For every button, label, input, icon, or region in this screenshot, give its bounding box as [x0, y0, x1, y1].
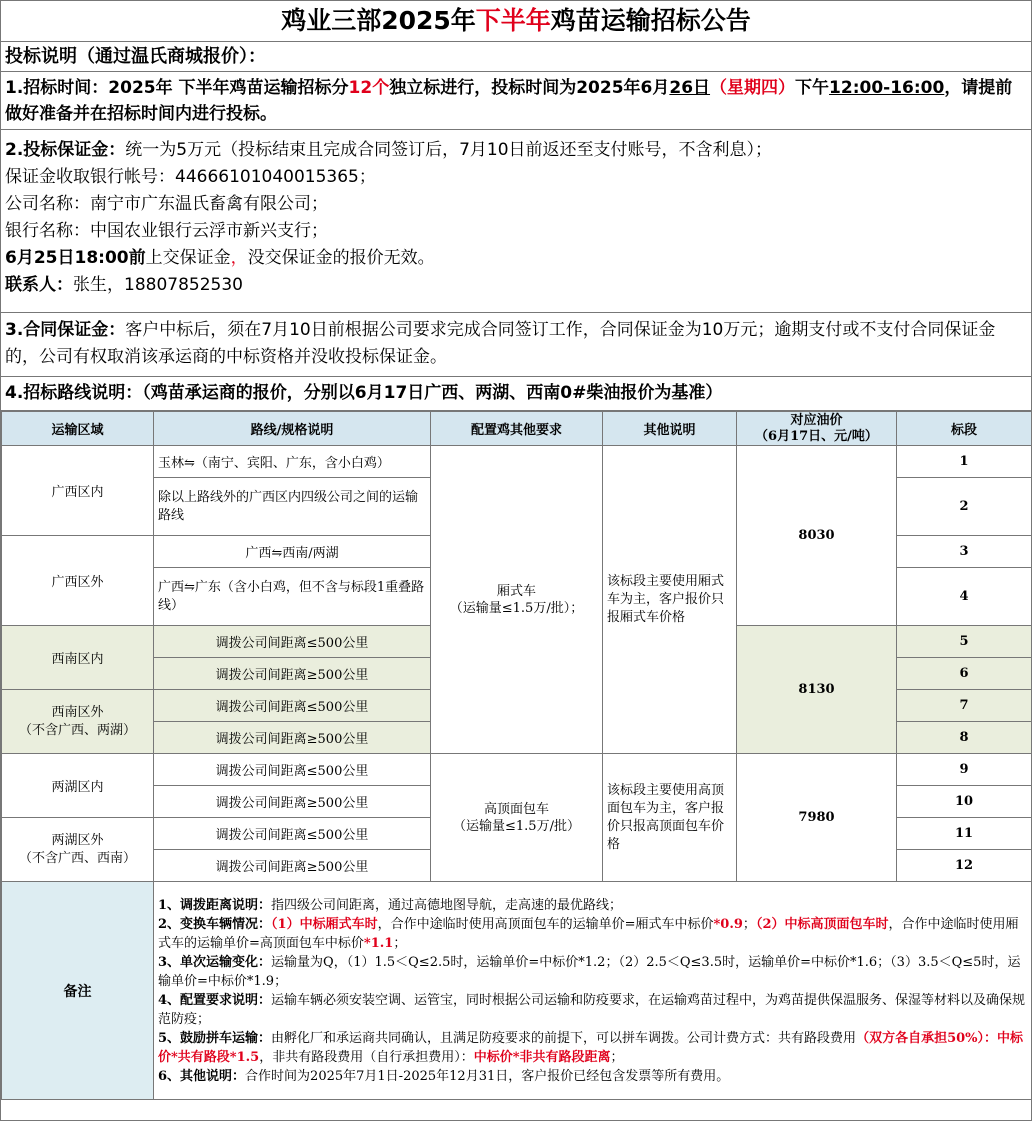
- table-header-row: [2, 412, 1032, 446]
- remark-6-text: 合作时间为2025年7月1日-2025年12月31日，客户报价已经包含发票等所有费用。: [245, 1068, 730, 1084]
- remark-1-label: 1、调拨距离说明：: [158, 897, 272, 913]
- oil-price-cell: 7980: [737, 754, 897, 882]
- stage-cell: 1: [897, 446, 1032, 478]
- config-capacity: （运输量≤1.5万/批）；: [449, 600, 584, 616]
- route-cell: 调拨公司间距离≥500公里: [154, 786, 431, 818]
- remark-2-factor-2: *1.1: [363, 935, 394, 951]
- bid-time-text-3: 下午: [795, 78, 830, 98]
- remark-3-label: 3、单次运输变化：: [158, 954, 272, 970]
- stage-cell: 6: [897, 658, 1032, 690]
- remark-2-factor-1: *0.9: [713, 916, 743, 932]
- route-cell: 调拨公司间距离≤500公里: [154, 754, 431, 786]
- remark-1-text: 指四级公司间距离，通过高德地图导航，走高速的最优路线；: [271, 897, 623, 913]
- stage-cell: 3: [897, 536, 1032, 568]
- route-cell: 调拨公司间距离≤500公里: [154, 626, 431, 658]
- route-cell: 广西⇋广东（含小白鸡，但不含与标段1重叠路线）: [154, 568, 431, 626]
- stage-cell: 9: [897, 754, 1032, 786]
- remark-5: [158, 1029, 1027, 1067]
- remark-5-end: ；: [610, 1049, 624, 1065]
- header-region: 运输区域: [2, 412, 154, 446]
- deposit-line-1: [5, 137, 1027, 164]
- remark-6-label: 6、其他说明：: [158, 1068, 246, 1084]
- remark-5-text-1: 由孵化厂和承运商共同确认，且满足防疫要求的前提下，可以拼车调拨。公司计费方式：共有路段费用: [271, 1030, 857, 1046]
- remark-3: [158, 953, 1027, 991]
- section-bid-deposit: [1, 130, 1031, 313]
- page-title: [1, 1, 1031, 42]
- config-capacity: （运输量≤1.5万/批）: [453, 818, 580, 834]
- remark-2-text-1: ，合作中途临时使用高顶面包车的运输单价=厢式车中标价: [377, 916, 714, 932]
- remarks-content: [154, 882, 1032, 1100]
- header-oil-line-1: 对应油价: [790, 412, 843, 428]
- stage-cell: 4: [897, 568, 1032, 626]
- title-prefix: 鸡业三部2025年: [281, 6, 476, 35]
- stage-cell: 5: [897, 626, 1032, 658]
- stage-cell: 8: [897, 722, 1032, 754]
- stage-cell: 2: [897, 478, 1032, 536]
- bid-time-range: 12:00-16:00: [829, 78, 945, 98]
- contract-deposit-label: 3.合同保证金：: [5, 320, 126, 340]
- title-suffix: 鸡苗运输招标公告: [550, 6, 751, 35]
- bid-count: 12个: [348, 78, 390, 98]
- route-cell: 调拨公司间距离≤500公里: [154, 818, 431, 850]
- config-cell: [431, 754, 603, 882]
- region-cell: [2, 690, 154, 754]
- region-cell: 广西区外: [2, 536, 154, 626]
- section-contract-deposit: [1, 313, 1031, 377]
- section-bid-time: [1, 72, 1031, 130]
- bid-time-text: 1.招标时间：2025年 下半年鸡苗运输招标分: [5, 78, 349, 98]
- route-cell: 玉林⇋（南宁、宾阳、广东，含小白鸡）: [154, 446, 431, 478]
- region-cell: [2, 818, 154, 882]
- deposit-amount: 统一为5万元（投标结束且完成合同签订后，7月10日前返还至支付账号，不含利息）；: [125, 140, 773, 160]
- remark-4-label: 4、配置要求说明：: [158, 992, 272, 1008]
- contact-label: 联系人：: [5, 275, 73, 295]
- bidding-intro: 投标说明（通过温氏商城报价）：: [1, 42, 1031, 72]
- region-note: （不含广西、西南）: [18, 850, 136, 866]
- remark-2-highlight-2: （2）中标高顶面包车时: [755, 916, 889, 932]
- region-name: 两湖区外: [51, 832, 104, 848]
- deposit-label: 2.投标保证金：: [5, 140, 126, 160]
- remark-5-highlight-2: 中标价*非共有路段距离: [473, 1049, 611, 1065]
- region-note: （不含广西、两湖）: [18, 722, 136, 738]
- header-other: 其他说明: [603, 412, 737, 446]
- deposit-line-4: 银行名称：中国农业银行云浮市新兴支行；: [5, 221, 328, 241]
- header-stage: 标段: [897, 412, 1032, 446]
- header-oil: [737, 412, 897, 446]
- deposit-line-2: 保证金收取银行帐号：44666101040015365；: [5, 167, 376, 187]
- remark-5-text-2: ，非共有路段费用（自行承担费用）：: [259, 1049, 474, 1065]
- route-table: [1, 411, 1032, 1100]
- remark-4-text: 运输车辆必须安装空调、运管宝，同时根据公司运输和防疫要求，在运输鸡苗过程中，为鸡苗提供保温服务、保湿等材料以及确保规范防疫；: [158, 992, 1026, 1027]
- remark-5-label: 5、鼓励拼车运输：: [158, 1030, 272, 1046]
- config-vehicle: 厢式车: [496, 583, 536, 599]
- stage-cell: 11: [897, 818, 1032, 850]
- other-cell: 该标段主要使用厢式车为主，客户报价只报厢式车价格: [603, 446, 737, 754]
- remark-5-highlight-1: （双方各自承担50%）：中标价*共有路段*1.5: [158, 1030, 1024, 1065]
- route-cell: 调拨公司间距离≤500公里: [154, 690, 431, 722]
- route-cell: 广西⇋西南/两湖: [154, 536, 431, 568]
- stage-cell: 10: [897, 786, 1032, 818]
- title-highlight: 下半年: [475, 6, 551, 35]
- header-oil-line-2: （6月17日、元/吨）: [755, 428, 878, 444]
- remark-2: [158, 915, 1027, 953]
- remark-4: [158, 991, 1027, 1029]
- remark-6: [158, 1067, 1027, 1086]
- remark-2-highlight-1: （1）中标厢式车时: [271, 916, 378, 932]
- remarks-row: [2, 882, 1032, 1100]
- remark-2-label: 2、变换车辆情况：: [158, 916, 272, 932]
- remark-2-text-2: ，合作中途临时使用厢式车的运输单价=高顶面包车中标价: [158, 916, 1019, 951]
- region-name: 西南区外: [51, 704, 104, 720]
- remarks-label: 备注: [2, 882, 154, 1100]
- deposit-comma: ，: [230, 248, 248, 268]
- deposit-deadline-text: 上交保证金: [145, 248, 231, 268]
- deposit-line-3: 公司名称：南宁市广东温氏畜禽有限公司；: [5, 194, 328, 214]
- bid-day: 26日: [669, 78, 711, 98]
- bid-time-text-2: 独立标进行，投标时间为2025年6月: [389, 78, 670, 98]
- contact-value: 张生，18807852530: [73, 275, 243, 295]
- header-route: 路线/规格说明: [154, 412, 431, 446]
- contract-deposit-text: 客户中标后，须在7月10日前根据公司要求完成合同签订工作，合同保证金为10万元；逾期支付或不支付合同保证金的，公司有权取消该承运商的中标资格并没收投标保证金。: [5, 320, 996, 367]
- table-row: [2, 754, 1032, 786]
- oil-price-cell: 8130: [737, 626, 897, 754]
- config-cell: [431, 446, 603, 754]
- region-cell: 两湖区内: [2, 754, 154, 818]
- deposit-deadline-text-2: 没交保证金的报价无效。: [247, 248, 435, 268]
- header-config: 配置鸡其他要求: [431, 412, 603, 446]
- bid-time-text-4: ，请提前做好准备并在招标时间内进行投标。: [5, 78, 1013, 124]
- remark-3-text: 运输量为Q，（1）1.5＜Q≤2.5时，运输单价=中标价*1.2；（2）2.5＜Q≤3.5时，运输单价=中标价*1.6；（3）3.5＜Q≤5时，运输单价=中标价*1.9；: [158, 954, 1021, 989]
- deposit-deadline: 6月25日18:00前: [5, 248, 146, 268]
- section-route-heading: 4.招标路线说明：（鸡苗承运商的报价，分别以6月17日广西、两湖、西南0#柴油报价为基准）: [1, 377, 1031, 411]
- region-cell: 西南区内: [2, 626, 154, 690]
- deposit-line-5: [5, 245, 1027, 272]
- stage-cell: 12: [897, 850, 1032, 882]
- contact-line: [5, 272, 1027, 299]
- oil-price-cell: 8030: [737, 446, 897, 626]
- remark-1: [158, 896, 1027, 915]
- stage-cell: 7: [897, 690, 1032, 722]
- remark-2-sep: ；: [742, 916, 756, 932]
- bid-weekday: （星期四）: [710, 78, 796, 98]
- region-cell: 广西区内: [2, 446, 154, 536]
- route-cell: 调拨公司间距离≥500公里: [154, 850, 431, 882]
- route-cell: 除以上路线外的广西区内四级公司之间的运输路线: [154, 478, 431, 536]
- route-cell: 调拨公司间距离≥500公里: [154, 658, 431, 690]
- remark-2-end: ；: [393, 935, 407, 951]
- config-vehicle: 高顶面包车: [483, 801, 549, 817]
- route-cell: 调拨公司间距离≥500公里: [154, 722, 431, 754]
- table-row: [2, 446, 1032, 478]
- other-cell: 该标段主要使用高顶面包车为主，客户报价只报高顶面包车价格: [603, 754, 737, 882]
